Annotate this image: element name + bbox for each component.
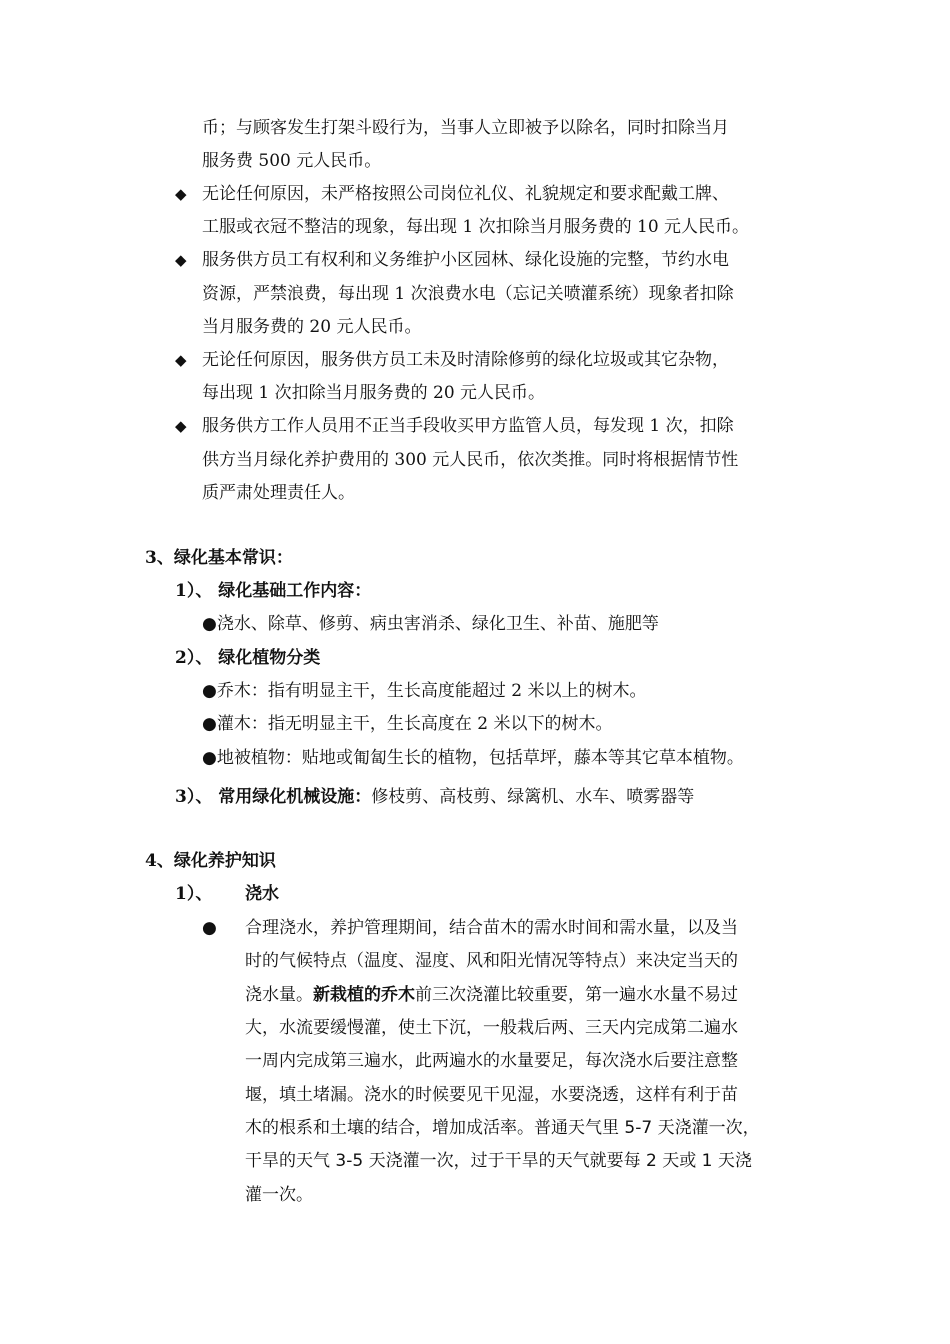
section-4-sub1-num: 1）、 (175, 884, 213, 904)
section-3-sub1-label: 1）、 绿化基础工作内容： (175, 581, 372, 601)
rule-2-line-1: 服务供方员工有权利和义务维护小区园林、绿化设施的完整，节约水电 (202, 250, 729, 270)
para-line-4: 大，水流要缓慢灌，使土下沉，一般栽后两、三天内完成第二遍水 (245, 1018, 738, 1038)
rule-2-line-2: 资源，严禁浪费，每出现 1 次浪费水电（忘记关喷灌系统）现象者扣除 (202, 284, 734, 304)
section-3-sub2-item-2: ●灌木：指无明显主干，生长高度在 2 米以下的树木。 (202, 714, 613, 734)
para-line-7: 木的根系和土壤的结合，增加成活率。普通天气里 5-7 天浇灌一次， (245, 1118, 760, 1138)
para-line-5: 一周内完成第三遍水，此两遍水的水量要足，每次浇水后要注意整 (245, 1051, 738, 1071)
rule-4-line-2: 供方当月绿化养护费用的 300 元人民币，依次类推。同时将根据情节性 (202, 450, 739, 470)
diamond-bullet-icon: ◆ (175, 417, 187, 435)
section-3-sub3-text: 修枝剪、高枝剪、绿篱机、水车、喷雾器等 (371, 787, 695, 807)
section-3-sub3 (175, 785, 694, 809)
para-line-8: 干旱的天气 3-5 天浇灌一次，过于干旱的天气就要每 2 天或 1 天浇 (245, 1151, 752, 1171)
para-line-9: 灌一次。 (245, 1185, 313, 1205)
rule-2-line-3: 当月服务费的 20 元人民币。 (202, 317, 422, 337)
rule-3-line-2: 每出现 1 次扣除当月服务费的 20 元人民币。 (202, 383, 546, 403)
rule-1-line-1: 无论任何原因，未严格按照公司岗位礼仪、礼貌规定和要求配戴工牌、 (202, 184, 729, 204)
diamond-bullet-icon: ◆ (175, 251, 187, 269)
dot-bullet-icon: ● (202, 918, 217, 938)
section-3-sub2-item-3: ●地被植物：贴地或匍匐生长的植物，包括草坪，藤本等其它草本植物。 (202, 748, 744, 768)
highlight-new-trees: 新栽植的乔木 (313, 985, 415, 1005)
rule-1-line-2: 工服或衣冠不整洁的现象，每出现 1 次扣除当月服务费的 10 元人民币。 (202, 217, 750, 237)
para-line-1: 合理浇水，养护管理期间，结合苗木的需水时间和需水量，以及当 (245, 918, 738, 938)
rule-4-line-1: 服务供方工作人员用不正当手段收买甲方监管人员，每发现 1 次，扣除 (202, 416, 734, 436)
para-line-2: 时的气候特点（温度、湿度、风和阳光情况等特点）来决定当天的 (245, 951, 738, 971)
section-3-sub2-label: 2）、 绿化植物分类 (175, 648, 321, 668)
para-line-6: 堰，填土堵漏。浇水的时候要见干见湿，水要浇透，这样有利于苗 (245, 1085, 738, 1105)
section-4-sub1-label: 浇水 (245, 884, 279, 904)
intro-line-1: 币；与顾客发生打架斗殴行为，当事人立即被予以除名，同时扣除当月 (202, 118, 729, 138)
rule-4-line-3: 质严肃处理责任人。 (202, 483, 355, 503)
diamond-bullet-icon: ◆ (175, 351, 187, 369)
diamond-bullet-icon: ◆ (175, 185, 187, 203)
section-4-title: 4、绿化养护知识 (145, 851, 276, 871)
intro-line-2: 服务费 500 元人民币。 (202, 151, 382, 171)
para-line-3: 浇水量。新栽植的乔木前三次浇灌比较重要，第一遍水水量不易过 (245, 985, 738, 1005)
section-3-title: 3、绿化基本常识： (145, 548, 293, 568)
rule-3-line-1: 无论任何原因，服务供方员工未及时清除修剪的绿化垃圾或其它杂物， (202, 350, 729, 370)
section-3-sub3-label: 3）、 常用绿化机械设施： (175, 787, 372, 807)
dot-bullet-icon: ● (202, 614, 217, 634)
section-3-sub1-item: ●浇水、除草、修剪、病虫害消杀、绿化卫生、补苗、施肥等 (202, 614, 659, 634)
section-3-sub2-item-1: ●乔木：指有明显主干，生长高度能超过 2 米以上的树木。 (202, 681, 647, 701)
dot-bullet-icon: ● (202, 748, 217, 768)
dot-bullet-icon: ● (202, 681, 217, 701)
dot-bullet-icon: ● (202, 714, 217, 734)
